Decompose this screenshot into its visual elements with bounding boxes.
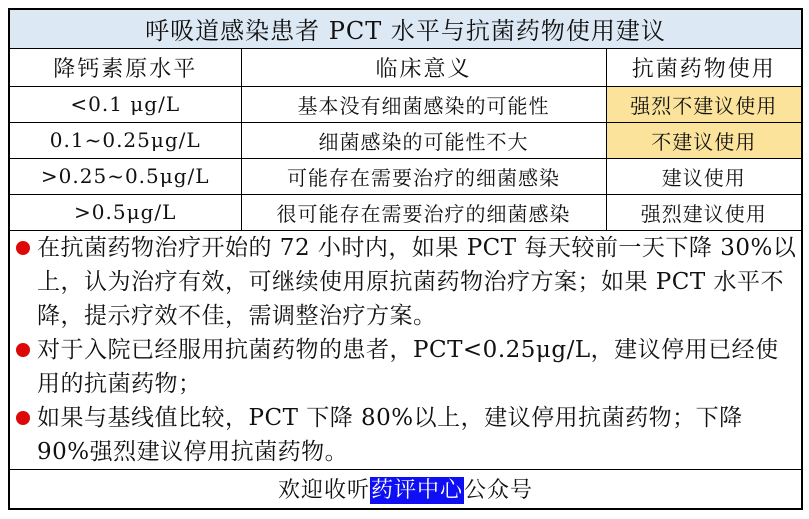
cell-recommendation: 不建议使用 bbox=[606, 122, 802, 158]
cell-recommendation: 强烈建议使用 bbox=[606, 194, 802, 230]
bullet-icon bbox=[16, 411, 30, 425]
note-text: 对于入院已经服用抗菌药物的患者，PCT<0.25μg/L，建议停用已经使用的抗菌药物； bbox=[37, 336, 779, 397]
cell-clinical-meaning: 基本没有细菌感染的可能性 bbox=[241, 86, 606, 122]
bullet-icon bbox=[16, 241, 30, 255]
cell-clinical-meaning: 很可能存在需要治疗的细菌感染 bbox=[241, 194, 606, 230]
note-text: 如果与基线值比较，PCT 下降 80%以上，建议停用抗菌药物；下降 90%强烈建议停用抗菌药物。 bbox=[37, 404, 743, 465]
table-row bbox=[9, 122, 802, 158]
footer-prefix: 欢迎收听 bbox=[277, 478, 370, 504]
cell-pct-level: >0.5μg/L bbox=[9, 194, 241, 230]
table-row bbox=[9, 194, 802, 230]
cell-pct-level: >0.25~0.5μg/L bbox=[9, 158, 241, 194]
table-row bbox=[9, 86, 802, 122]
note-item bbox=[14, 401, 797, 469]
footer-suffix: 公众号 bbox=[464, 478, 534, 504]
note-item bbox=[14, 333, 797, 401]
bullet-icon bbox=[16, 343, 30, 357]
cell-pct-level: <0.1 μg/L bbox=[9, 86, 241, 122]
cell-recommendation: 强烈不建议使用 bbox=[606, 86, 802, 122]
col-header-antibiotic-use: 抗菌药物使用 bbox=[606, 48, 802, 86]
col-header-pct-level: 降钙素原水平 bbox=[9, 48, 241, 86]
note-text: 在抗菌药物治疗开始的 72 小时内，如果 PCT 每天较前一天下降 30%以上，认为治疗有效，可继续使用原抗菌药物治疗方案；如果 PCT 水平不降，提示疗效不佳，需调整治疗方案。 bbox=[37, 234, 797, 329]
note-item bbox=[14, 231, 797, 333]
col-header-clinical-meaning: 临床意义 bbox=[241, 48, 606, 86]
cell-pct-level: 0.1~0.25μg/L bbox=[9, 122, 241, 158]
cell-clinical-meaning: 可能存在需要治疗的细菌感染 bbox=[241, 158, 606, 194]
cell-clinical-meaning: 细菌感染的可能性不大 bbox=[241, 122, 606, 158]
table-row bbox=[9, 158, 802, 194]
footer-highlighted-name: 药评中心 bbox=[371, 478, 464, 504]
cell-recommendation: 建议使用 bbox=[606, 158, 802, 194]
footer-banner bbox=[9, 469, 802, 509]
table-title: 呼吸道感染患者 PCT 水平与抗菌药物使用建议 bbox=[9, 9, 802, 48]
pct-recommendation-table bbox=[8, 8, 803, 510]
notes-section bbox=[9, 230, 802, 469]
